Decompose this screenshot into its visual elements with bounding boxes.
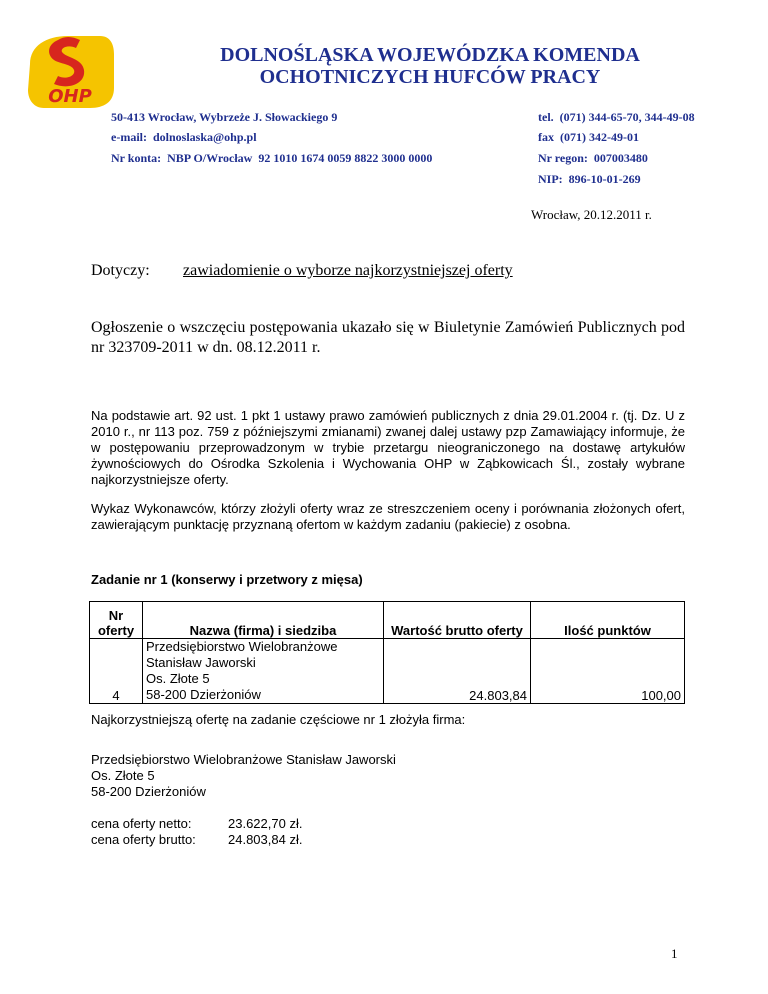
firm-line: Os. Złote 5	[146, 671, 210, 686]
org-email: e-mail: dolnoslaska@ohp.pl	[111, 130, 257, 144]
net-price-value: 23.622,70 zł.	[228, 816, 303, 831]
org-regon: Nr regon: 007003480	[538, 151, 648, 165]
col-header-nr: Nr oferty	[90, 602, 143, 639]
best-firm-street: Os. Złote 5	[91, 768, 155, 783]
price-block	[91, 816, 302, 848]
gross-price-label: cena oferty brutto:	[91, 832, 196, 847]
table-row	[90, 639, 685, 704]
task-heading: Zadanie nr 1 (konserwy i przetwory z mięsa)	[91, 572, 363, 587]
cell-firm	[143, 639, 384, 704]
subject-text: zawiadomienie o wyborze najkorzystniejszej oferty	[183, 262, 513, 279]
col-header-value: Wartość brutto oferty	[384, 602, 531, 639]
table-header-row	[90, 602, 685, 639]
org-title-line2: OCHOTNICZYCH HUFCÓW PRACY	[259, 66, 601, 88]
best-firm-name: Przedsiębiorstwo Wielobranżowe Stanisław Jaworski	[91, 752, 396, 767]
org-title-line1: DOLNOŚLĄSKA WOJEWÓDZKA KOMENDA	[220, 44, 640, 66]
announcement-text: Ogłoszenie o wszczęciu postępowania ukazało się w Biuletynie Zamówień Publicznych pod nr 323709-2011 w dn. 08.12.2011 r.	[91, 319, 685, 356]
cell-value: 24.803,84	[384, 639, 531, 704]
org-fax: fax (071) 342-49-01	[538, 130, 639, 144]
paragraph-offers-list: Wykaz Wykonawców, którzy złożyli oferty wraz ze streszczeniem oceny i porównania złożonych ofert, zawierającym punktację przyznaną ofertom w każdym zadaniu (pakiecie) z osobna.	[91, 501, 685, 532]
gross-price-value: 24.803,84 zł.	[228, 832, 303, 847]
org-address: 50-413 Wrocław, Wybrzeże J. Słowackiego 9	[111, 110, 338, 124]
ohp-logo	[24, 30, 116, 110]
best-firm-block	[91, 752, 396, 800]
col-header-firm: Nazwa (firma) i siedziba	[143, 602, 384, 639]
page-number: 1	[671, 946, 678, 961]
document-date: Wrocław, 20.12.2011 r.	[531, 207, 652, 222]
org-nip: NIP: 896-10-01-269	[538, 172, 641, 186]
offers-table	[89, 601, 685, 704]
org-phone: tel. (071) 344-65-70, 344-49-08	[538, 110, 695, 124]
col-header-points: Ilość punktów	[531, 602, 685, 639]
best-firm-city: 58-200 Dzierżoniów	[91, 784, 206, 799]
logo-text: OHP	[48, 86, 92, 107]
firm-line: Stanisław Jaworski	[146, 655, 256, 670]
net-price-label: cena oferty netto:	[91, 816, 192, 831]
cell-points: 100,00	[531, 639, 685, 704]
subject-label: Dotyczy:	[91, 262, 150, 279]
cell-nr: 4	[90, 639, 143, 704]
best-offer-intro: Najkorzystniejszą ofertę na zadanie częściowe nr 1 złożyła firma:	[91, 712, 466, 727]
paragraph-legal-basis: Na podstawie art. 92 ust. 1 pkt 1 ustawy prawo zamówień publicznych z dnia 29.01.2004 r. (tj. Dz. U z 2010 r., nr 113 poz. 759 z późniejszymi zmianami) zwanej dalej ustawy pzp Zamawiający informuje, że w postępowaniu przeprowadzonym w trybie przetargu nieograniczonego na dostawę artykułów żywnościowych do Ośrodka Szkolenia i Wychowania OHP w Ząbkowicach Śl., zostały wybrane najkorzystniejsze oferty.	[91, 408, 685, 487]
firm-line: 58-200 Dzierżoniów	[146, 687, 261, 702]
org-account: Nr konta: NBP O/Wrocław 92 1010 1674 0059 8822 3000 0000	[111, 151, 433, 165]
firm-line: Przedsiębiorstwo Wielobranżowe	[146, 639, 338, 654]
